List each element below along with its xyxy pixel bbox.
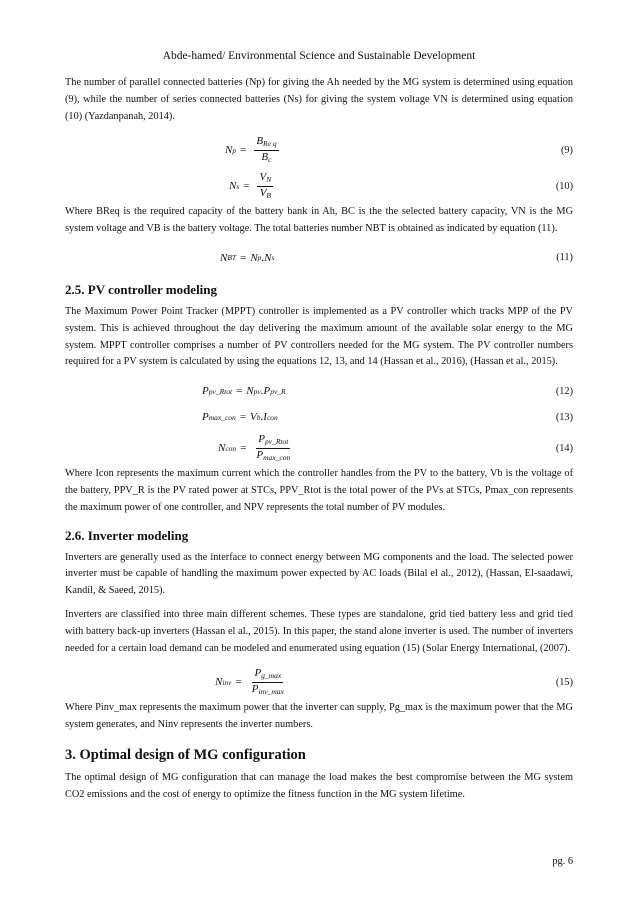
equation-15: N inv = $\frac{P_{g\_max}}{P_{inv\_max}}$ (15) [215,666,573,696]
equation-13: P max_con = V b . I con (13) [202,411,573,424]
equation-number: (14) [555,442,573,454]
paragraph-mppt: The Maximum Power Point Tracker (MPPT) controller is implemented as a PV controller which tracks MPP of the PV system. This is achieved throughout the day delivering the maximum amount of the available solar energy to the MG system. MPPT controller comprises a number of PV controllers needed for the MG system. The PV controller numbers required for a PV system is calculated by using the equations 12, 13, and 14 (Hassan et al., 2016), (Hassan et al., 2015). [65,305,573,368]
section-heading-2-6: 2.6. Inverter modeling [65,527,189,543]
equation-14: N con = $\frac{P_{pv\_Rtot}}{P_{max\_con}}$ (14) [218,432,573,462]
paragraph-inverter-types: Inverters are classified into three main different schemes. These types are standalone, grid tied battery less and grid tied with battery back-up inverters (Hassan el al., 2015). In this paper, the stand alone inverter is used. The number of inverters needed for a certain load demand can be modeled and enumerated using equation (15) (Solar Energy International, (2007). [65,608,573,654]
paragraph-battery-vars: Where BReq is the required capacity of the battery bank in Ah, BC is the the selected battery capacity, VN is the MG system voltage and VB is the battery voltage. The total batteries number NBT is obtained as indicated by equation (11). [65,206,573,235]
paragraph-inverter-vars: Where Pinv_max represents the maximum power that the inverter can supply, Pg_max is the maximum power that the MG system generates, and Ninv represents the inverter numbers. [65,702,573,731]
page-number: pg. 6 [552,856,573,867]
equation-number: (13) [555,411,573,423]
equation-12: P pv_Rtot = N pv . P pv_R (12) [202,385,573,398]
section-heading-2-5: 2.5. PV controller modeling [65,281,218,297]
paragraph-optimal-design: The optimal design of MG configuration that can manage the load makes the best compromise between the MG system CO2 emissions and the cost of energy to optimize the fitness function in the MG system lifetime. [65,771,573,800]
section-heading-3: 3. Optimal design of MG configuration [65,746,306,763]
paragraph-controller-vars: Where Icon represents the maximum current which the controller handles from the PV to the battery, Vb is the voltage of the battery, PPV_R is the PV rated power at STCs, PPV_Rtot is the total power of the PVs at STCs, Pmax_con represents the maximum power of one controller, and NPV represents the total number of PV modules. [65,468,573,513]
equation-10: N s = $\frac{V_N}{V_B}$ (10) [229,170,573,200]
equation-9: N p = $\frac{B_{Re q}}{B_c}$ (9) [225,134,573,164]
equation-number: (10) [555,180,573,192]
page-body [65,75,573,811]
running-header: Abde-hamed/ Environmental Science and Sustainable Development [162,50,476,62]
equation-number: (15) [555,676,573,688]
equation-11: N BT = N p . N s (11) [220,251,573,264]
equation-number: (11) [556,252,573,264]
paragraph-batteries: The number of parallel connected batteries (Np) for giving the Ah needed by the MG system is determined using equation (9), while the number of series connected batteries (Ns) for giving the system voltage VN is determined using equation (10) (Yazdanpanah, 2014). [65,77,573,122]
paragraph-inverter-intro: Inverters are generally used as the interface to connect energy between MG components and the load. The selected power inverter must be capable of handling the maximum power expected by AC loads (Bilal el al., 2012), (Hassan, El-saadawi, Kandil, & Saeed, 2015). [65,551,573,597]
equation-number: (12) [555,385,573,397]
equation-number: (9) [560,144,573,156]
